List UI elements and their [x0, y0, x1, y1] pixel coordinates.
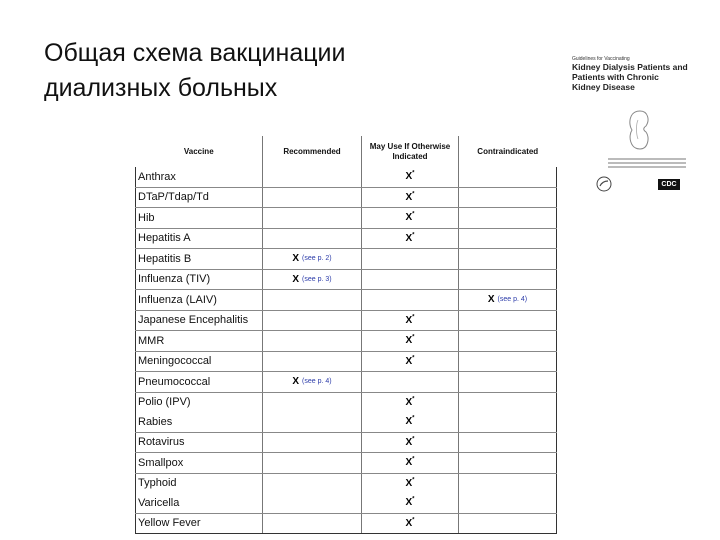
cell-recommended: [263, 269, 362, 290]
vaccine-name: MMR: [136, 331, 263, 352]
kidney-illustration: [626, 108, 652, 152]
table-row: [136, 331, 557, 352]
table-row: [136, 412, 557, 432]
footnote-marker: *: [412, 517, 415, 524]
footnote-marker: *: [412, 170, 415, 177]
indication-mark: [459, 290, 556, 310]
indication-mark: [362, 311, 458, 331]
vaccination-table: [135, 136, 557, 534]
cell-may-use: [362, 187, 459, 208]
x-mark: X*: [405, 211, 415, 224]
x-mark: X*: [405, 496, 415, 509]
table-row: [136, 432, 557, 453]
cell-may-use: [362, 473, 459, 493]
cell-recommended: [263, 187, 362, 208]
cell-recommended: [263, 392, 362, 412]
cell-recommended: [263, 493, 362, 513]
cell-may-use: [362, 228, 459, 249]
cell-contraindicated: [459, 331, 557, 352]
cell-contraindicated: [459, 290, 557, 311]
x-mark: X*: [405, 517, 415, 529]
cover-small-text: Guidelines for Vaccinating: [572, 56, 630, 62]
table-row: [136, 513, 557, 534]
cell-may-use: [362, 310, 459, 331]
footnote-marker: *: [412, 496, 415, 503]
footnote-marker: *: [412, 355, 415, 362]
vaccine-name: Hib: [136, 208, 263, 229]
vaccine-name: Typhoid: [136, 473, 263, 493]
x-mark: X*: [405, 232, 415, 244]
cell-contraindicated: [459, 412, 557, 432]
cover-heading-line-3: Kidney Disease: [572, 82, 635, 92]
footnote-marker: *: [412, 415, 415, 422]
footnote-marker: *: [412, 314, 415, 321]
table-body: [136, 167, 557, 534]
cell-recommended: [263, 290, 362, 311]
cell-may-use: [362, 392, 459, 412]
x-mark: X*: [405, 314, 415, 326]
footnote-marker: *: [412, 396, 415, 403]
vaccine-name: Influenza (LAIV): [136, 290, 263, 311]
cell-recommended: [263, 331, 362, 352]
table-row: [136, 392, 557, 412]
cell-recommended: [263, 473, 362, 493]
header-vaccine: Vaccine: [183, 146, 214, 156]
x-mark: X*: [405, 456, 415, 469]
cell-contraindicated: [459, 372, 557, 393]
vaccine-name: Polio (IPV): [136, 392, 263, 412]
x-mark: X: [292, 273, 300, 285]
cell-contraindicated: [459, 392, 557, 412]
x-mark: X: [292, 376, 300, 388]
cell-recommended: [263, 513, 362, 534]
table-row: [136, 493, 557, 513]
cell-may-use: [362, 493, 459, 513]
vaccine-name: Rabies: [136, 412, 263, 432]
cell-contraindicated: [459, 167, 557, 187]
cell-recommended: [263, 167, 362, 187]
table-row: [136, 269, 557, 290]
vaccine-name: Pneumococcal: [136, 372, 263, 393]
table-row: [136, 372, 557, 393]
indication-mark: [362, 474, 458, 494]
x-mark: X*: [405, 170, 415, 183]
table-row: [136, 310, 557, 331]
cell-recommended: [263, 228, 362, 249]
guideline-cover-thumbnail: [564, 56, 692, 206]
indication-mark: [362, 188, 458, 208]
header-recommended: Recommended: [263, 136, 362, 167]
cell-recommended: [263, 412, 362, 432]
indication-mark: [362, 167, 458, 187]
cell-may-use: [362, 412, 459, 432]
page-reference: (see p. 4): [302, 378, 332, 386]
footnote-marker: *: [412, 477, 415, 484]
cell-may-use: [362, 269, 459, 290]
vaccine-name: Anthrax: [136, 167, 263, 187]
vaccine-name: Influenza (TIV): [136, 269, 263, 290]
x-mark: X*: [405, 477, 415, 489]
x-mark: X: [487, 294, 495, 306]
cell-may-use: [362, 208, 459, 229]
x-mark: X*: [405, 191, 415, 203]
x-mark: X*: [405, 334, 415, 347]
x-mark: X*: [405, 396, 415, 408]
cell-contraindicated: [459, 473, 557, 493]
cover-publisher-text: [608, 156, 686, 170]
table-row: [136, 453, 557, 474]
cell-may-use: [362, 372, 459, 393]
cell-recommended: [263, 208, 362, 229]
cell-may-use: [362, 331, 459, 352]
vaccine-name: Varicella: [136, 493, 263, 513]
indication-mark: [362, 331, 458, 351]
indication-mark: [362, 412, 458, 432]
cell-may-use: [362, 290, 459, 311]
footnote-marker: *: [412, 211, 415, 218]
slide-title-line-1: Общая схема вакцинации: [44, 39, 346, 67]
x-mark: X*: [405, 415, 415, 428]
x-mark: X: [292, 253, 300, 265]
cell-may-use: [362, 351, 459, 372]
indication-mark: [362, 393, 458, 413]
cell-may-use: [362, 432, 459, 453]
indication-mark: [362, 229, 458, 249]
cell-contraindicated: [459, 493, 557, 513]
cell-contraindicated: [459, 187, 557, 208]
table-header-row: [136, 136, 557, 167]
cell-contraindicated: [459, 453, 557, 474]
cell-recommended: [263, 372, 362, 393]
indication-mark: [362, 352, 458, 372]
footnote-marker: *: [412, 456, 415, 463]
cell-may-use: [362, 249, 459, 270]
indication-mark: [263, 372, 361, 392]
footnote-marker: *: [412, 232, 415, 239]
vaccine-name: Smallpox: [136, 453, 263, 474]
slide-title-line-2: диализных больных: [44, 74, 278, 102]
vaccine-name: DTaP/Tdap/Td: [136, 187, 263, 208]
table-row: [136, 167, 557, 187]
footnote-marker: *: [412, 436, 415, 443]
page-reference: (see p. 2): [302, 255, 332, 263]
cell-recommended: [263, 351, 362, 372]
indication-mark: [362, 453, 458, 473]
vaccine-name: Rotavirus: [136, 432, 263, 453]
vaccine-name: Japanese Encephalitis: [136, 310, 263, 331]
vaccine-name: Hepatitis B: [136, 249, 263, 270]
cell-may-use: [362, 453, 459, 474]
table-row: [136, 290, 557, 311]
cell-recommended: [263, 310, 362, 331]
cell-may-use: [362, 167, 459, 187]
cover-heading: [572, 62, 690, 92]
header-may-use: May Use If Otherwise Indicated: [362, 136, 459, 167]
indication-mark: [362, 433, 458, 453]
table-row: [136, 228, 557, 249]
page-reference: (see p. 3): [302, 275, 332, 283]
indication-mark: [263, 270, 361, 290]
cell-recommended: [263, 432, 362, 453]
cell-contraindicated: [459, 269, 557, 290]
cell-contraindicated: [459, 351, 557, 372]
cover-heading-line-1: Kidney Dialysis Patients and: [572, 62, 688, 72]
indication-mark: [362, 514, 458, 534]
cell-contraindicated: [459, 432, 557, 453]
slide-title: [44, 36, 484, 106]
x-mark: X*: [405, 355, 415, 367]
indication-mark: [362, 493, 458, 513]
vaccine-name: Hepatitis A: [136, 228, 263, 249]
header-contraindicated: Contraindicated: [459, 136, 557, 167]
table-row: [136, 473, 557, 493]
table-row: [136, 351, 557, 372]
cell-contraindicated: [459, 513, 557, 534]
cell-contraindicated: [459, 249, 557, 270]
cell-recommended: [263, 453, 362, 474]
indication-mark: [362, 208, 458, 228]
cdc-logo: CDC: [658, 179, 680, 190]
table-row: [136, 187, 557, 208]
table-row: [136, 208, 557, 229]
vaccine-name: Yellow Fever: [136, 513, 263, 534]
vaccine-name: Meningococcal: [136, 351, 263, 372]
footnote-marker: *: [412, 191, 415, 198]
cell-recommended: [263, 249, 362, 270]
footnote-marker: *: [412, 334, 415, 341]
cell-contraindicated: [459, 208, 557, 229]
indication-mark: [263, 249, 361, 269]
cover-heading-line-2: Patients with Chronic: [572, 72, 659, 82]
cell-contraindicated: [459, 228, 557, 249]
page-reference: (see p. 4): [497, 296, 528, 304]
hhs-seal-icon: [596, 176, 612, 192]
cell-contraindicated: [459, 310, 557, 331]
x-mark: X*: [405, 436, 415, 448]
table-row: [136, 249, 557, 270]
cell-may-use: [362, 513, 459, 534]
